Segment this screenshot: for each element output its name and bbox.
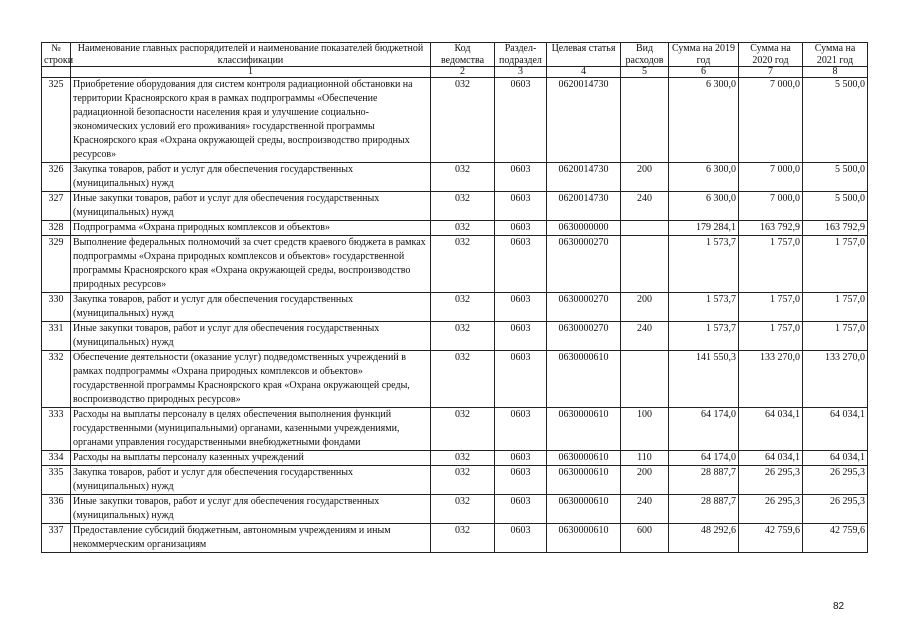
row-sum-2020: 1 757,0 (739, 236, 803, 293)
row-sum-2019: 1 573,7 (669, 236, 739, 293)
row-section: 0603 (495, 408, 547, 451)
row-department-code: 032 (431, 192, 495, 221)
table-row (42, 192, 868, 221)
row-expense-kind (621, 78, 669, 163)
row-department-code: 032 (431, 163, 495, 192)
row-sum-2021: 1 757,0 (803, 293, 868, 322)
table-row (42, 524, 868, 553)
table-row (42, 408, 868, 451)
row-name: Иные закупки товаров, работ и услуг для обеспечения государственных (муниципальных) нужд (71, 495, 431, 524)
row-target-article: 0630000270 (547, 236, 621, 293)
row-sum-2019: 48 292,6 (669, 524, 739, 553)
table-row (42, 322, 868, 351)
row-sum-2021: 26 295,3 (803, 466, 868, 495)
row-target-article: 0630000270 (547, 322, 621, 351)
row-sum-2019: 1 573,7 (669, 322, 739, 351)
row-number: 334 (42, 451, 71, 466)
row-sum-2021: 26 295,3 (803, 495, 868, 524)
row-section: 0603 (495, 192, 547, 221)
row-section: 0603 (495, 351, 547, 408)
row-expense-kind: 100 (621, 408, 669, 451)
row-sum-2020: 26 295,3 (739, 466, 803, 495)
row-sum-2020: 64 034,1 (739, 451, 803, 466)
row-target-article: 0630000000 (547, 221, 621, 236)
row-number: 330 (42, 293, 71, 322)
table-row (42, 78, 868, 163)
row-sum-2019: 64 174,0 (669, 408, 739, 451)
row-target-article: 0630000610 (547, 351, 621, 408)
column-number (42, 67, 71, 78)
table-row (42, 163, 868, 192)
row-sum-2021: 5 500,0 (803, 78, 868, 163)
row-section: 0603 (495, 163, 547, 192)
row-sum-2019: 28 887,7 (669, 495, 739, 524)
row-number: 333 (42, 408, 71, 451)
row-sum-2021: 133 270,0 (803, 351, 868, 408)
row-sum-2020: 1 757,0 (739, 293, 803, 322)
row-number: 329 (42, 236, 71, 293)
header-expense-kind: Вид расходов (621, 43, 669, 67)
row-sum-2021: 64 034,1 (803, 408, 868, 451)
row-name: Выполнение федеральных полномочий за счет средств краевого бюджета в рамках подпрограммы «Охрана природных комплексов и объектов» государственной программы Красноярского края «Охрана окружающей среды, воспроизводство природных ресурсов» (71, 236, 431, 293)
row-section: 0603 (495, 451, 547, 466)
row-expense-kind: 110 (621, 451, 669, 466)
row-sum-2020: 7 000,0 (739, 78, 803, 163)
row-sum-2020: 42 759,6 (739, 524, 803, 553)
header-name: Наименование главных распорядителей и наименование показателей бюджетной классификации (71, 43, 431, 67)
column-number: 8 (803, 67, 868, 78)
row-department-code: 032 (431, 495, 495, 524)
row-target-article: 0630000610 (547, 451, 621, 466)
table-row (42, 236, 868, 293)
row-sum-2019: 64 174,0 (669, 451, 739, 466)
header-target-article: Целевая статья (547, 43, 621, 67)
header-row (42, 43, 868, 67)
row-name: Закупка товаров, работ и услуг для обеспечения государственных (муниципальных) нужд (71, 293, 431, 322)
row-sum-2020: 7 000,0 (739, 163, 803, 192)
row-sum-2019: 1 573,7 (669, 293, 739, 322)
row-sum-2020: 1 757,0 (739, 322, 803, 351)
row-sum-2021: 5 500,0 (803, 192, 868, 221)
page-number: 82 (833, 601, 845, 612)
row-expense-kind (621, 221, 669, 236)
header-sum-2021: Сумма на 2021 год (803, 43, 868, 67)
row-section: 0603 (495, 495, 547, 524)
table-row (42, 351, 868, 408)
row-sum-2021: 1 757,0 (803, 322, 868, 351)
row-department-code: 032 (431, 236, 495, 293)
column-number: 1 (71, 67, 431, 78)
row-sum-2020: 133 270,0 (739, 351, 803, 408)
row-sum-2021: 42 759,6 (803, 524, 868, 553)
row-sum-2020: 64 034,1 (739, 408, 803, 451)
row-number: 331 (42, 322, 71, 351)
row-section: 0603 (495, 524, 547, 553)
column-number: 3 (495, 67, 547, 78)
header-sum-2019: Сумма на 2019 год (669, 43, 739, 67)
row-target-article: 0630000610 (547, 495, 621, 524)
row-name: Закупка товаров, работ и услуг для обеспечения государственных (муниципальных) нужд (71, 466, 431, 495)
row-name: Иные закупки товаров, работ и услуг для обеспечения государственных (муниципальных) нужд (71, 192, 431, 221)
row-name: Обеспечение деятельности (оказание услуг) подведомственных учреждений в рамках подпрограммы «Охрана природных комплексов и объектов» государственной программы Красноярского края «Охрана окружающей среды, воспроизводство природных ресурсов» (71, 351, 431, 408)
column-number: 6 (669, 67, 739, 78)
row-department-code: 032 (431, 293, 495, 322)
table-row (42, 293, 868, 322)
row-sum-2019: 6 300,0 (669, 192, 739, 221)
row-name: Предоставление субсидий бюджетным, автономным учреждениям и иным некоммерческим организациям (71, 524, 431, 553)
row-section: 0603 (495, 293, 547, 322)
row-department-code: 032 (431, 322, 495, 351)
column-number: 7 (739, 67, 803, 78)
row-name: Закупка товаров, работ и услуг для обеспечения государственных (муниципальных) нужд (71, 163, 431, 192)
row-target-article: 0630000610 (547, 466, 621, 495)
row-sum-2019: 6 300,0 (669, 78, 739, 163)
row-expense-kind: 240 (621, 495, 669, 524)
header-section: Раздел-подраздел (495, 43, 547, 67)
row-department-code: 032 (431, 351, 495, 408)
row-sum-2021: 64 034,1 (803, 451, 868, 466)
row-target-article: 0620014730 (547, 163, 621, 192)
row-section: 0603 (495, 221, 547, 236)
row-name: Подпрограмма «Охрана природных комплексов и объектов» (71, 221, 431, 236)
column-number-row (42, 67, 868, 78)
row-department-code: 032 (431, 524, 495, 553)
row-number: 337 (42, 524, 71, 553)
row-expense-kind: 240 (621, 192, 669, 221)
row-number: 327 (42, 192, 71, 221)
row-number: 325 (42, 78, 71, 163)
row-sum-2020: 163 792,9 (739, 221, 803, 236)
row-sum-2019: 179 284,1 (669, 221, 739, 236)
row-sum-2021: 163 792,9 (803, 221, 868, 236)
row-expense-kind (621, 236, 669, 293)
row-section: 0603 (495, 78, 547, 163)
row-expense-kind (621, 351, 669, 408)
row-sum-2019: 141 550,3 (669, 351, 739, 408)
row-number: 332 (42, 351, 71, 408)
row-target-article: 0630000610 (547, 408, 621, 451)
row-section: 0603 (495, 322, 547, 351)
row-department-code: 032 (431, 408, 495, 451)
header-sum-2020: Сумма на 2020 год (739, 43, 803, 67)
header-row-number: № строки (42, 43, 71, 67)
budget-table (41, 42, 868, 553)
table-row (42, 221, 868, 236)
row-target-article: 0620014730 (547, 78, 621, 163)
row-target-article: 0620014730 (547, 192, 621, 221)
column-number: 4 (547, 67, 621, 78)
row-section: 0603 (495, 466, 547, 495)
table-row (42, 495, 868, 524)
header-department-code: Код ведомства (431, 43, 495, 67)
row-expense-kind: 240 (621, 322, 669, 351)
row-expense-kind: 200 (621, 466, 669, 495)
row-name: Иные закупки товаров, работ и услуг для обеспечения государственных (муниципальных) нужд (71, 322, 431, 351)
row-sum-2020: 7 000,0 (739, 192, 803, 221)
row-number: 335 (42, 466, 71, 495)
row-number: 326 (42, 163, 71, 192)
column-number: 5 (621, 67, 669, 78)
row-sum-2021: 5 500,0 (803, 163, 868, 192)
row-expense-kind: 600 (621, 524, 669, 553)
row-expense-kind: 200 (621, 163, 669, 192)
row-section: 0603 (495, 236, 547, 293)
row-department-code: 032 (431, 451, 495, 466)
row-department-code: 032 (431, 78, 495, 163)
row-target-article: 0630000270 (547, 293, 621, 322)
row-target-article: 0630000610 (547, 524, 621, 553)
row-name: Расходы на выплаты персоналу в целях обеспечения выполнения функций государственными (муниципальными) органами, казенными учреждениями, органами управления государственными внебюджетными фондами (71, 408, 431, 451)
row-sum-2021: 1 757,0 (803, 236, 868, 293)
column-number: 2 (431, 67, 495, 78)
row-name: Расходы на выплаты персоналу казенных учреждений (71, 451, 431, 466)
row-number: 328 (42, 221, 71, 236)
row-sum-2020: 26 295,3 (739, 495, 803, 524)
row-sum-2019: 28 887,7 (669, 466, 739, 495)
row-expense-kind: 200 (621, 293, 669, 322)
table-row (42, 466, 868, 495)
row-name: Приобретение оборудования для систем контроля радиационной обстановки на территории Красноярского края в рамках подпрограммы «Обеспечение радиационной безопасности населения края и улучшение социально-экономических условий его проживания» государственной программы Красноярского края «Охрана окружающей среды, воспроизводство природных ресурсов» (71, 78, 431, 163)
row-sum-2019: 6 300,0 (669, 163, 739, 192)
row-department-code: 032 (431, 221, 495, 236)
row-number: 336 (42, 495, 71, 524)
row-department-code: 032 (431, 466, 495, 495)
table-row (42, 451, 868, 466)
